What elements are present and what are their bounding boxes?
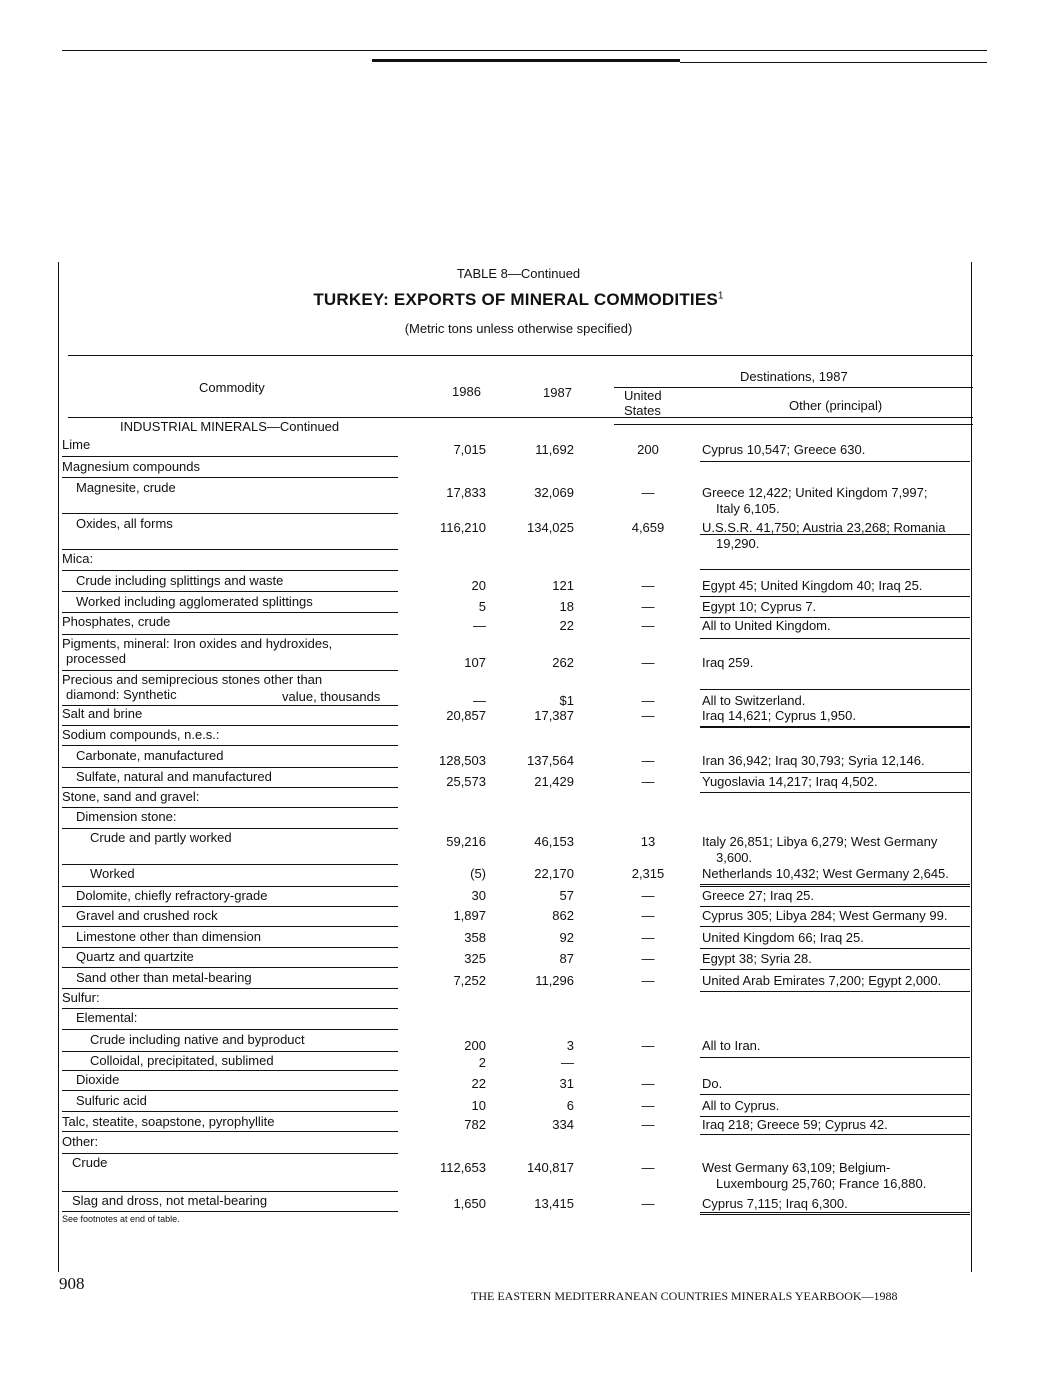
value-1987: 262 <box>552 655 574 670</box>
destinations-rule <box>614 387 973 388</box>
value-1987: 46,153 <box>534 834 574 849</box>
commodity-name: Crude <box>72 1155 108 1170</box>
row-rule-right <box>700 727 970 728</box>
commodity-cell <box>62 437 90 452</box>
destinations-other <box>702 866 972 882</box>
commodity-cell <box>72 1155 107 1170</box>
value-united-states: — <box>641 655 655 670</box>
left-margin-line <box>58 262 59 1272</box>
value-1986: — <box>473 618 486 633</box>
value-1986: 358 <box>464 930 486 945</box>
destinations-text: All to Switzerland. <box>702 693 806 708</box>
header-1987: 1987 <box>543 385 572 400</box>
table-title-text: TURKEY: EXPORTS OF MINERAL COMMODITIES <box>313 290 718 309</box>
value-1986: 128,503 <box>439 753 486 768</box>
row-rule-left <box>62 1029 398 1030</box>
commodity-name: Magnesite, crude <box>76 480 176 495</box>
commodity-cell <box>90 1032 305 1047</box>
destinations-text-line2: 19,290. <box>716 536 760 551</box>
value-1987: — <box>561 1055 574 1070</box>
commodity-name: Crude and partly worked <box>90 830 232 845</box>
value-1987: 6 <box>566 1098 574 1113</box>
destinations-other <box>702 655 972 671</box>
value-1987: 3 <box>566 1038 574 1053</box>
value-1986: 10 <box>471 1098 486 1113</box>
value-1987: 134,025 <box>527 520 574 535</box>
commodity-name: Precious and semiprecious stones other than <box>62 672 323 687</box>
commodity-name: Lime <box>62 437 91 452</box>
destinations-other <box>702 442 972 458</box>
commodity-cell <box>76 573 283 588</box>
header-top-rule <box>68 355 973 356</box>
destinations-other <box>702 599 972 615</box>
running-title: THE EASTERN MEDITERRANEAN COUNTRIES MINERALS YEARBOOK—1988 <box>471 1289 898 1303</box>
value-1986: 25,573 <box>446 774 486 789</box>
destinations-other <box>702 578 972 594</box>
value-1986: 1,897 <box>453 908 486 923</box>
row-rule-left <box>62 1051 398 1052</box>
destinations-text: West Germany 63,109; Belgium- <box>702 1160 891 1175</box>
destinations-text-line2: 3,600. <box>716 850 753 865</box>
header-states: States <box>624 403 661 418</box>
destinations-other <box>702 693 972 709</box>
value-1986: 1,650 <box>453 1196 486 1211</box>
row-rule-right <box>700 886 970 887</box>
destinations-text: Greece 12,422; United Kingdom 7,997; <box>702 485 928 500</box>
value-1987: 140,817 <box>527 1160 574 1175</box>
commodity-name: Worked including agglomerated splittings <box>76 594 313 609</box>
value-1987: 57 <box>559 888 574 903</box>
destinations-text: Do. <box>702 1076 723 1091</box>
row-rule-right <box>700 1214 970 1215</box>
commodity-name: Limestone other than dimension <box>76 929 262 944</box>
value-united-states: — <box>641 1098 655 1113</box>
commodity-name: Sodium compounds, n.e.s.: <box>62 727 220 742</box>
row-rule-left <box>62 1090 398 1091</box>
value-united-states: 2,315 <box>631 866 665 881</box>
value-1987: 13,415 <box>534 1196 574 1211</box>
page-number: 908 <box>59 1274 85 1293</box>
row-rule-left <box>62 1008 398 1009</box>
header-other: Other (principal) <box>789 398 883 413</box>
row-rule-right <box>700 689 970 690</box>
commodity-name: Pigments, mineral: Iron oxides and hydroxides, <box>62 636 333 651</box>
destinations-text: Egypt 38; Syria 28. <box>702 951 812 966</box>
value-united-states: — <box>641 1038 655 1053</box>
row-rule-left <box>62 570 398 571</box>
row-rule-left <box>62 1070 398 1071</box>
header-bottom-rule <box>68 417 973 418</box>
commodity-name: Sand other than metal-bearing <box>76 970 252 985</box>
destinations-other <box>702 1117 972 1133</box>
commodity-cell <box>90 830 232 845</box>
row-rule-left <box>62 1153 398 1154</box>
commodity-cell <box>76 809 176 824</box>
commodity-name: Sulfate, natural and manufactured <box>76 769 272 784</box>
commodity-name: Colloidal, precipitated, sublimed <box>90 1053 274 1068</box>
value-united-states: — <box>641 908 655 923</box>
commodity-cell <box>62 636 332 666</box>
value-united-states: — <box>641 1117 655 1132</box>
row-rule-left <box>62 828 398 829</box>
commodity-name: Dioxide <box>76 1072 120 1087</box>
commodity-cell <box>62 672 381 704</box>
row-rule-left <box>62 456 398 457</box>
value-1986: 20,857 <box>446 708 486 723</box>
value-united-states: — <box>641 1196 655 1211</box>
value-united-states: — <box>641 578 655 593</box>
value-united-states: — <box>641 888 655 903</box>
row-rule-left <box>62 807 398 808</box>
title-footnote-mark: 1 <box>717 290 724 302</box>
header-1986: 1986 <box>452 384 481 399</box>
destinations-text: Egypt 10; Cyprus 7. <box>702 599 817 614</box>
row-rule-left <box>62 864 398 865</box>
value-1987: 22,170 <box>534 866 574 881</box>
value-1986: 200 <box>464 1038 486 1053</box>
commodity-cell <box>76 769 272 784</box>
row-rule-left <box>62 1191 398 1192</box>
value-united-states: 4,659 <box>631 520 665 535</box>
row-rule-right <box>700 1094 970 1095</box>
row-rule-left <box>62 612 398 613</box>
row-rule-right <box>700 969 970 970</box>
value-united-states: — <box>641 618 655 633</box>
value-united-states: — <box>641 599 655 614</box>
value-1986: — <box>473 693 486 708</box>
row-rule-left <box>62 513 398 514</box>
commodity-cell <box>62 614 170 629</box>
value-1986: 782 <box>464 1117 486 1132</box>
value-1986: 7,015 <box>453 442 486 457</box>
destinations-text: Iraq 14,621; Cyprus 1,950. <box>702 708 856 723</box>
destinations-other <box>702 888 972 904</box>
commodity-name: Stone, sand and gravel: <box>62 789 200 804</box>
value-united-states: — <box>641 485 655 500</box>
destinations-other <box>702 908 972 924</box>
value-1987: 17,387 <box>534 708 574 723</box>
commodity-name: Mica: <box>62 551 94 566</box>
commodity-name: Oxides, all forms <box>76 516 173 531</box>
value-1986: 5 <box>478 599 486 614</box>
destinations-other <box>702 753 972 769</box>
value-1986: 112,653 <box>439 1160 486 1175</box>
value-1987: $1 <box>559 693 574 708</box>
commodity-cell <box>62 459 200 474</box>
row-rule-right <box>700 906 970 907</box>
destinations-other <box>702 834 972 866</box>
value-united-states: — <box>641 951 655 966</box>
header-destinations: Destinations, 1987 <box>740 369 848 384</box>
value-1986: (5) <box>470 866 486 881</box>
value-united-states: — <box>641 1076 655 1091</box>
commodity-name: Phosphates, crude <box>62 614 171 629</box>
value-1987: 137,564 <box>527 753 574 768</box>
commodity-cell <box>76 594 313 609</box>
commodity-cell <box>76 516 173 531</box>
value-1986: 107 <box>464 655 486 670</box>
row-rule-right <box>700 926 970 927</box>
row-rule-right <box>700 638 970 639</box>
destinations-text: Cyprus 305; Libya 284; West Germany 99. <box>702 908 948 923</box>
destinations-other <box>702 774 972 790</box>
value-1986: 20 <box>471 578 486 593</box>
destinations-other <box>702 1076 972 1092</box>
value-1986: 59,216 <box>446 834 486 849</box>
row-rule-left <box>62 1211 398 1212</box>
value-1986: 7,252 <box>453 973 486 988</box>
commodity-cell <box>90 1053 274 1068</box>
commodity-cell <box>76 748 223 763</box>
commodity-cell <box>62 1134 98 1149</box>
value-united-states: — <box>641 708 655 723</box>
commodity-name: Elemental: <box>76 1010 138 1025</box>
destinations-text: United Kingdom 66; Iraq 25. <box>702 930 864 945</box>
destinations-text: U.S.S.R. 41,750; Austria 23,268; Romania <box>702 520 946 535</box>
destinations-text: Italy 26,851; Libya 6,279; West Germany <box>702 834 938 849</box>
commodity-name: Sulfur: <box>62 990 100 1005</box>
destinations-other <box>702 930 972 946</box>
value-1987: 87 <box>559 951 574 966</box>
table-footnote: See footnotes at end of table. <box>62 1214 180 1224</box>
commodity-name-line2: processed <box>66 651 126 666</box>
row-rule-left <box>62 1111 398 1112</box>
row-rule-right <box>700 569 970 570</box>
value-united-states: — <box>641 1160 655 1175</box>
commodity-name: Crude including splittings and waste <box>76 573 284 588</box>
commodity-name: Talc, steatite, soapstone, pyrophyllite <box>62 1114 275 1129</box>
table-subtitle: (Metric tons unless otherwise specified) <box>404 321 633 336</box>
table-title <box>0 290 1037 310</box>
commodity-cell <box>76 908 218 923</box>
destinations-other <box>702 520 972 552</box>
destinations-other <box>702 1196 972 1212</box>
commodity-name: Gravel and crushed rock <box>76 908 218 923</box>
row-rule-left <box>62 787 398 788</box>
value-1987: 92 <box>559 930 574 945</box>
destinations-text: Egypt 45; United Kingdom 40; Iraq 25. <box>702 578 923 593</box>
commodity-cell <box>76 929 261 944</box>
row-rule-left <box>62 1131 398 1132</box>
row-rule-left <box>62 926 398 927</box>
commodity-cell <box>62 1114 274 1129</box>
header-right-rule <box>614 424 973 425</box>
commodity-cell <box>62 789 199 804</box>
commodity-cell <box>76 1072 119 1087</box>
destinations-other <box>702 1160 972 1192</box>
destinations-text: United Arab Emirates 7,200; Egypt 2,000. <box>702 973 942 988</box>
value-1987: 18 <box>559 599 574 614</box>
destinations-text: Iraq 259. <box>702 655 754 670</box>
value-united-states: 13 <box>640 834 656 849</box>
row-rule-left <box>62 767 398 768</box>
value-1986: 2 <box>478 1055 486 1070</box>
header-commodity: Commodity <box>199 380 265 395</box>
commodity-cell <box>76 1010 137 1025</box>
commodity-cell <box>62 706 142 721</box>
destinations-text: Iraq 218; Greece 59; Cyprus 42. <box>702 1117 888 1132</box>
value-1987: 22 <box>559 618 574 633</box>
top-rule-thick <box>372 59 680 62</box>
value-united-states: 200 <box>637 442 659 457</box>
table-caption: TABLE 8—Continued <box>456 266 581 281</box>
row-rule-left <box>62 591 398 592</box>
destinations-text: Netherlands 10,432; West Germany 2,645. <box>702 866 949 881</box>
value-united-states: — <box>641 774 655 789</box>
destinations-text: Greece 27; Iraq 25. <box>702 888 815 903</box>
destinations-other <box>702 485 972 517</box>
commodity-name: Carbonate, manufactured <box>76 748 224 763</box>
value-1987: 11,296 <box>535 973 574 988</box>
value-1987: 21,429 <box>534 774 574 789</box>
value-1987: 11,692 <box>535 442 574 457</box>
destinations-other <box>702 1098 972 1114</box>
commodity-cell <box>62 990 100 1005</box>
value-united-states: — <box>641 693 655 708</box>
value-1987: 862 <box>552 908 574 923</box>
value-1987: 31 <box>559 1076 574 1091</box>
row-rule-right <box>700 461 970 462</box>
top-rule-thin <box>62 50 987 51</box>
row-rule-right <box>700 948 970 949</box>
value-1986: 17,833 <box>446 485 486 500</box>
value-united-states: — <box>641 753 655 768</box>
destinations-text: Iran 36,942; Iraq 30,793; Syria 12,146. <box>702 753 925 768</box>
row-rule-right <box>700 596 970 597</box>
row-rule-left <box>62 477 398 478</box>
top-rule-right <box>680 62 987 63</box>
row-rule-left <box>62 988 398 989</box>
destinations-text: All to United Kingdom. <box>702 618 831 633</box>
commodity-cell <box>62 727 220 742</box>
commodity-cell <box>76 888 267 903</box>
destinations-text-line2: Italy 6,105. <box>716 501 780 516</box>
commodity-name: Crude including native and byproduct <box>90 1032 305 1047</box>
commodity-cell <box>76 949 194 964</box>
destinations-other <box>702 951 972 967</box>
unit-label: value, thousands <box>282 689 381 704</box>
destinations-other <box>702 973 972 989</box>
value-1987: 32,069 <box>534 485 574 500</box>
section-label: INDUSTRIAL MINERALS—Continued <box>120 419 340 434</box>
commodity-name: Slag and dross, not metal-bearing <box>72 1193 268 1208</box>
row-rule-left <box>62 725 398 726</box>
value-1987: 334 <box>552 1117 574 1132</box>
destinations-text: Cyprus 7,115; Iraq 6,300. <box>702 1196 848 1211</box>
row-rule-right <box>700 772 970 773</box>
header-united: United <box>624 388 662 403</box>
row-rule-left <box>62 634 398 635</box>
commodity-name: Other: <box>62 1134 99 1149</box>
row-rule-right <box>700 1057 970 1058</box>
row-rule-left <box>62 947 398 948</box>
value-1986: 325 <box>464 951 486 966</box>
value-united-states: — <box>641 930 655 945</box>
destinations-other <box>702 1038 972 1054</box>
commodity-name: Dimension stone: <box>76 809 177 824</box>
commodity-name: Sulfuric acid <box>76 1093 147 1108</box>
destinations-text-line2: Luxembourg 25,760; France 16,880. <box>716 1176 927 1191</box>
row-rule-right <box>700 884 970 885</box>
commodity-name: Magnesium compounds <box>62 459 201 474</box>
commodity-cell <box>72 1193 267 1208</box>
value-1986: 30 <box>471 888 486 903</box>
destinations-text: All to Cyprus. <box>702 1098 780 1113</box>
commodity-name: Salt and brine <box>62 706 143 721</box>
commodity-name: Worked <box>90 866 135 881</box>
commodity-cell <box>76 480 176 495</box>
commodity-name: Quartz and quartzite <box>76 949 194 964</box>
commodity-cell <box>76 970 252 985</box>
destinations-other <box>702 618 972 634</box>
commodity-cell <box>62 551 93 566</box>
commodity-cell <box>76 1093 147 1108</box>
row-rule-right <box>700 991 970 992</box>
row-rule-left <box>62 886 398 887</box>
destinations-text: Yugoslavia 14,217; Iraq 4,502. <box>702 774 878 789</box>
row-rule-left <box>62 906 398 907</box>
row-rule-right <box>700 1212 970 1213</box>
row-rule-right <box>700 792 970 793</box>
value-1986: 116,210 <box>439 520 486 535</box>
commodity-name-line2: diamond: Synthetic <box>66 687 177 702</box>
row-rule-left <box>62 670 398 671</box>
commodity-name: Dolomite, chiefly refractory-grade <box>76 888 268 903</box>
row-rule-right <box>700 1134 970 1135</box>
row-rule-left <box>62 967 398 968</box>
destinations-text: Cyprus 10,547; Greece 630. <box>702 442 866 457</box>
value-1987: 121 <box>552 578 574 593</box>
row-rule-left <box>62 549 398 550</box>
row-rule-left <box>62 745 398 746</box>
destinations-text: All to Iran. <box>702 1038 761 1053</box>
value-united-states: — <box>641 973 655 988</box>
destinations-other <box>702 708 972 724</box>
commodity-cell <box>90 866 135 881</box>
value-1986: 22 <box>471 1076 486 1091</box>
